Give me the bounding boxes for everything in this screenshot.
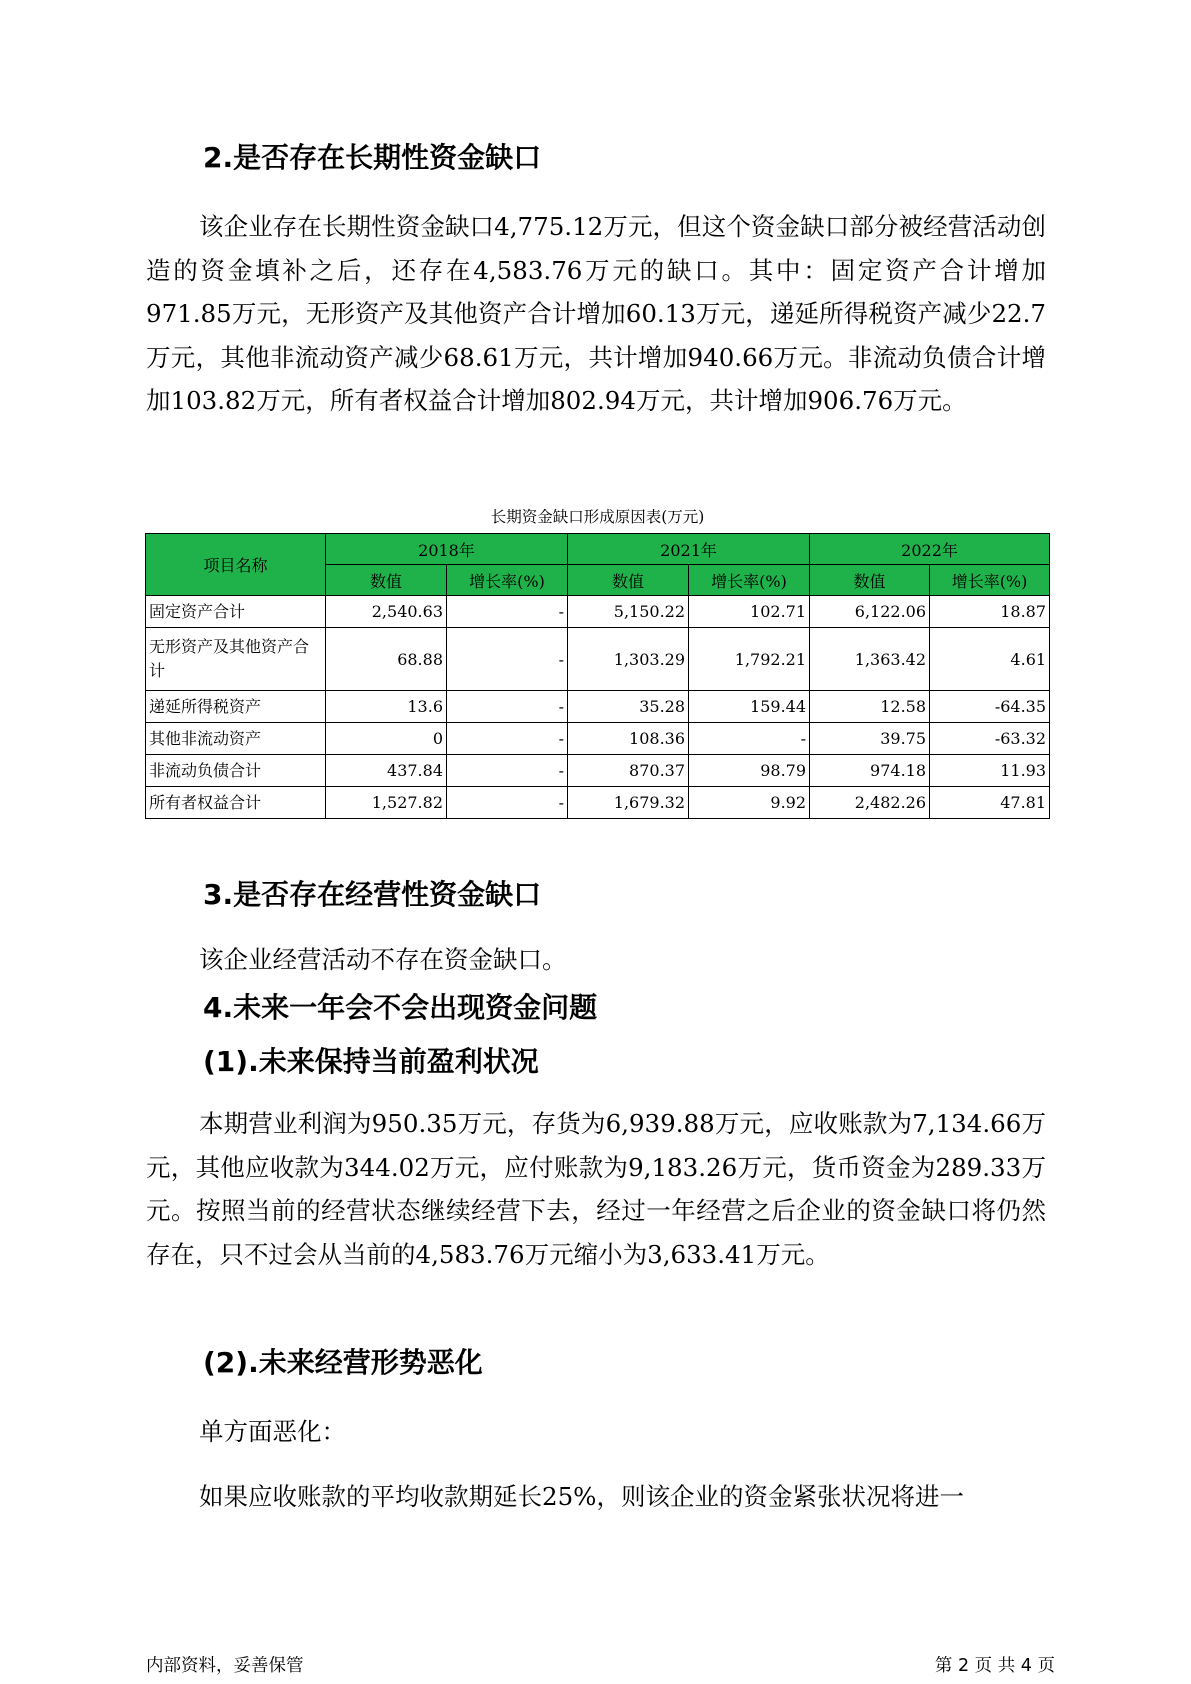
footer-page-number: 第 2 页 共 4 页 bbox=[934, 1656, 1055, 1676]
section-3-paragraph: 该企业经营活动不存在资金缺口。 bbox=[199, 945, 567, 974]
section-4-1-paragraph: 本期营业利润为950.35万元，存货为6,939.88万元，应收账款为7,134.66万元，其他应收款为344.02万元，应付账款为9,183.26万元，货币资金为289.33万元。按照当前的经营状态继续经营下去，经过一年经营之后企业的资金缺口将仍然存在，只不过会从当前的4,583.76万元缩小为3,633.41万元。 bbox=[146, 1109, 1046, 1269]
cell-growth: - bbox=[689, 723, 810, 755]
cell-value: 2,482.26 bbox=[810, 787, 930, 819]
cell-growth: - bbox=[447, 787, 568, 819]
cell-value: 1,303.29 bbox=[568, 628, 689, 691]
cell-growth: 11.93 bbox=[930, 755, 1050, 787]
cell-value: 870.37 bbox=[568, 755, 689, 787]
header-year-2018: 2018年 bbox=[326, 534, 568, 565]
header-item-name: 项目名称 bbox=[146, 534, 326, 596]
cell-growth: 4.61 bbox=[930, 628, 1050, 691]
table-row bbox=[146, 596, 1050, 628]
header-year-2022: 2022年 bbox=[810, 534, 1050, 565]
row-name: 无形资产及其他资产合计 bbox=[146, 628, 326, 691]
header-value: 数值 bbox=[568, 565, 689, 596]
cell-value: 437.84 bbox=[326, 755, 447, 787]
table-row bbox=[146, 787, 1050, 819]
section-4-2-subheading: 单方面恶化： bbox=[199, 1417, 346, 1446]
cell-value: 2,540.63 bbox=[326, 596, 447, 628]
header-year-2021: 2021年 bbox=[568, 534, 810, 565]
row-name: 其他非流动资产 bbox=[146, 723, 326, 755]
long-term-gap-table bbox=[145, 533, 1050, 819]
cell-value: 1,527.82 bbox=[326, 787, 447, 819]
cell-value: 68.88 bbox=[326, 628, 447, 691]
cell-value: 6,122.06 bbox=[810, 596, 930, 628]
section-4-1-title: (1).未来保持当前盈利状况 bbox=[203, 1045, 539, 1078]
header-growth: 增长率(%) bbox=[447, 565, 568, 596]
row-name: 递延所得税资产 bbox=[146, 691, 326, 723]
table-row bbox=[146, 691, 1050, 723]
cell-growth: - bbox=[447, 755, 568, 787]
table-row bbox=[146, 723, 1050, 755]
cell-growth: - bbox=[447, 628, 568, 691]
table-caption: 长期资金缺口形成原因表(万元) bbox=[490, 508, 705, 526]
header-growth: 增长率(%) bbox=[930, 565, 1050, 596]
table-row bbox=[146, 628, 1050, 691]
cell-growth: 102.71 bbox=[689, 596, 810, 628]
cell-value: 5,150.22 bbox=[568, 596, 689, 628]
cell-value: 0 bbox=[326, 723, 447, 755]
cell-value: 39.75 bbox=[810, 723, 930, 755]
section-2-paragraph: 该企业存在长期性资金缺口4,775.12万元，但这个资金缺口部分被经营活动创造的资金填补之后，还存在4,583.76万元的缺口。其中：固定资产合计增加971.85万元，无形资产及其他资产合计增加60.13万元，递延所得税资产减少22.7万元，其他非流动资产减少68.61万元，共计增加940.66万元。非流动负债合计增加103.82万元，所有者权益合计增加802.94万元，共计增加906.76万元。 bbox=[146, 212, 1046, 415]
section-2-title: 2.是否存在长期性资金缺口 bbox=[203, 141, 542, 174]
cell-value: 12.58 bbox=[810, 691, 930, 723]
cell-growth: -64.35 bbox=[930, 691, 1050, 723]
section-4-2-paragraph: 如果应收账款的平均收款期延长25%，则该企业的资金紧张状况将进一 bbox=[199, 1482, 964, 1511]
cell-growth: 98.79 bbox=[689, 755, 810, 787]
cell-growth: - bbox=[447, 691, 568, 723]
section-4-2-title: (2).未来经营形势恶化 bbox=[203, 1346, 483, 1379]
cell-growth: 9.92 bbox=[689, 787, 810, 819]
cell-growth: -63.32 bbox=[930, 723, 1050, 755]
cell-value: 13.6 bbox=[326, 691, 447, 723]
cell-value: 35.28 bbox=[568, 691, 689, 723]
cell-growth: 1,792.21 bbox=[689, 628, 810, 691]
cell-value: 108.36 bbox=[568, 723, 689, 755]
cell-growth: 159.44 bbox=[689, 691, 810, 723]
row-name: 非流动负债合计 bbox=[146, 755, 326, 787]
header-growth: 增长率(%) bbox=[689, 565, 810, 596]
table-row bbox=[146, 755, 1050, 787]
cell-growth: 47.81 bbox=[930, 787, 1050, 819]
header-value: 数值 bbox=[810, 565, 930, 596]
section-3-title: 3.是否存在经营性资金缺口 bbox=[203, 878, 542, 911]
footer-confidential-note: 内部资料，妥善保管 bbox=[146, 1656, 304, 1676]
cell-growth: - bbox=[447, 596, 568, 628]
cell-value: 1,679.32 bbox=[568, 787, 689, 819]
row-name: 所有者权益合计 bbox=[146, 787, 326, 819]
section-4-title: 4.未来一年会不会出现资金问题 bbox=[203, 991, 598, 1024]
row-name: 固定资产合计 bbox=[146, 596, 326, 628]
header-value: 数值 bbox=[326, 565, 447, 596]
cell-growth: 18.87 bbox=[930, 596, 1050, 628]
cell-value: 1,363.42 bbox=[810, 628, 930, 691]
cell-value: 974.18 bbox=[810, 755, 930, 787]
cell-growth: - bbox=[447, 723, 568, 755]
